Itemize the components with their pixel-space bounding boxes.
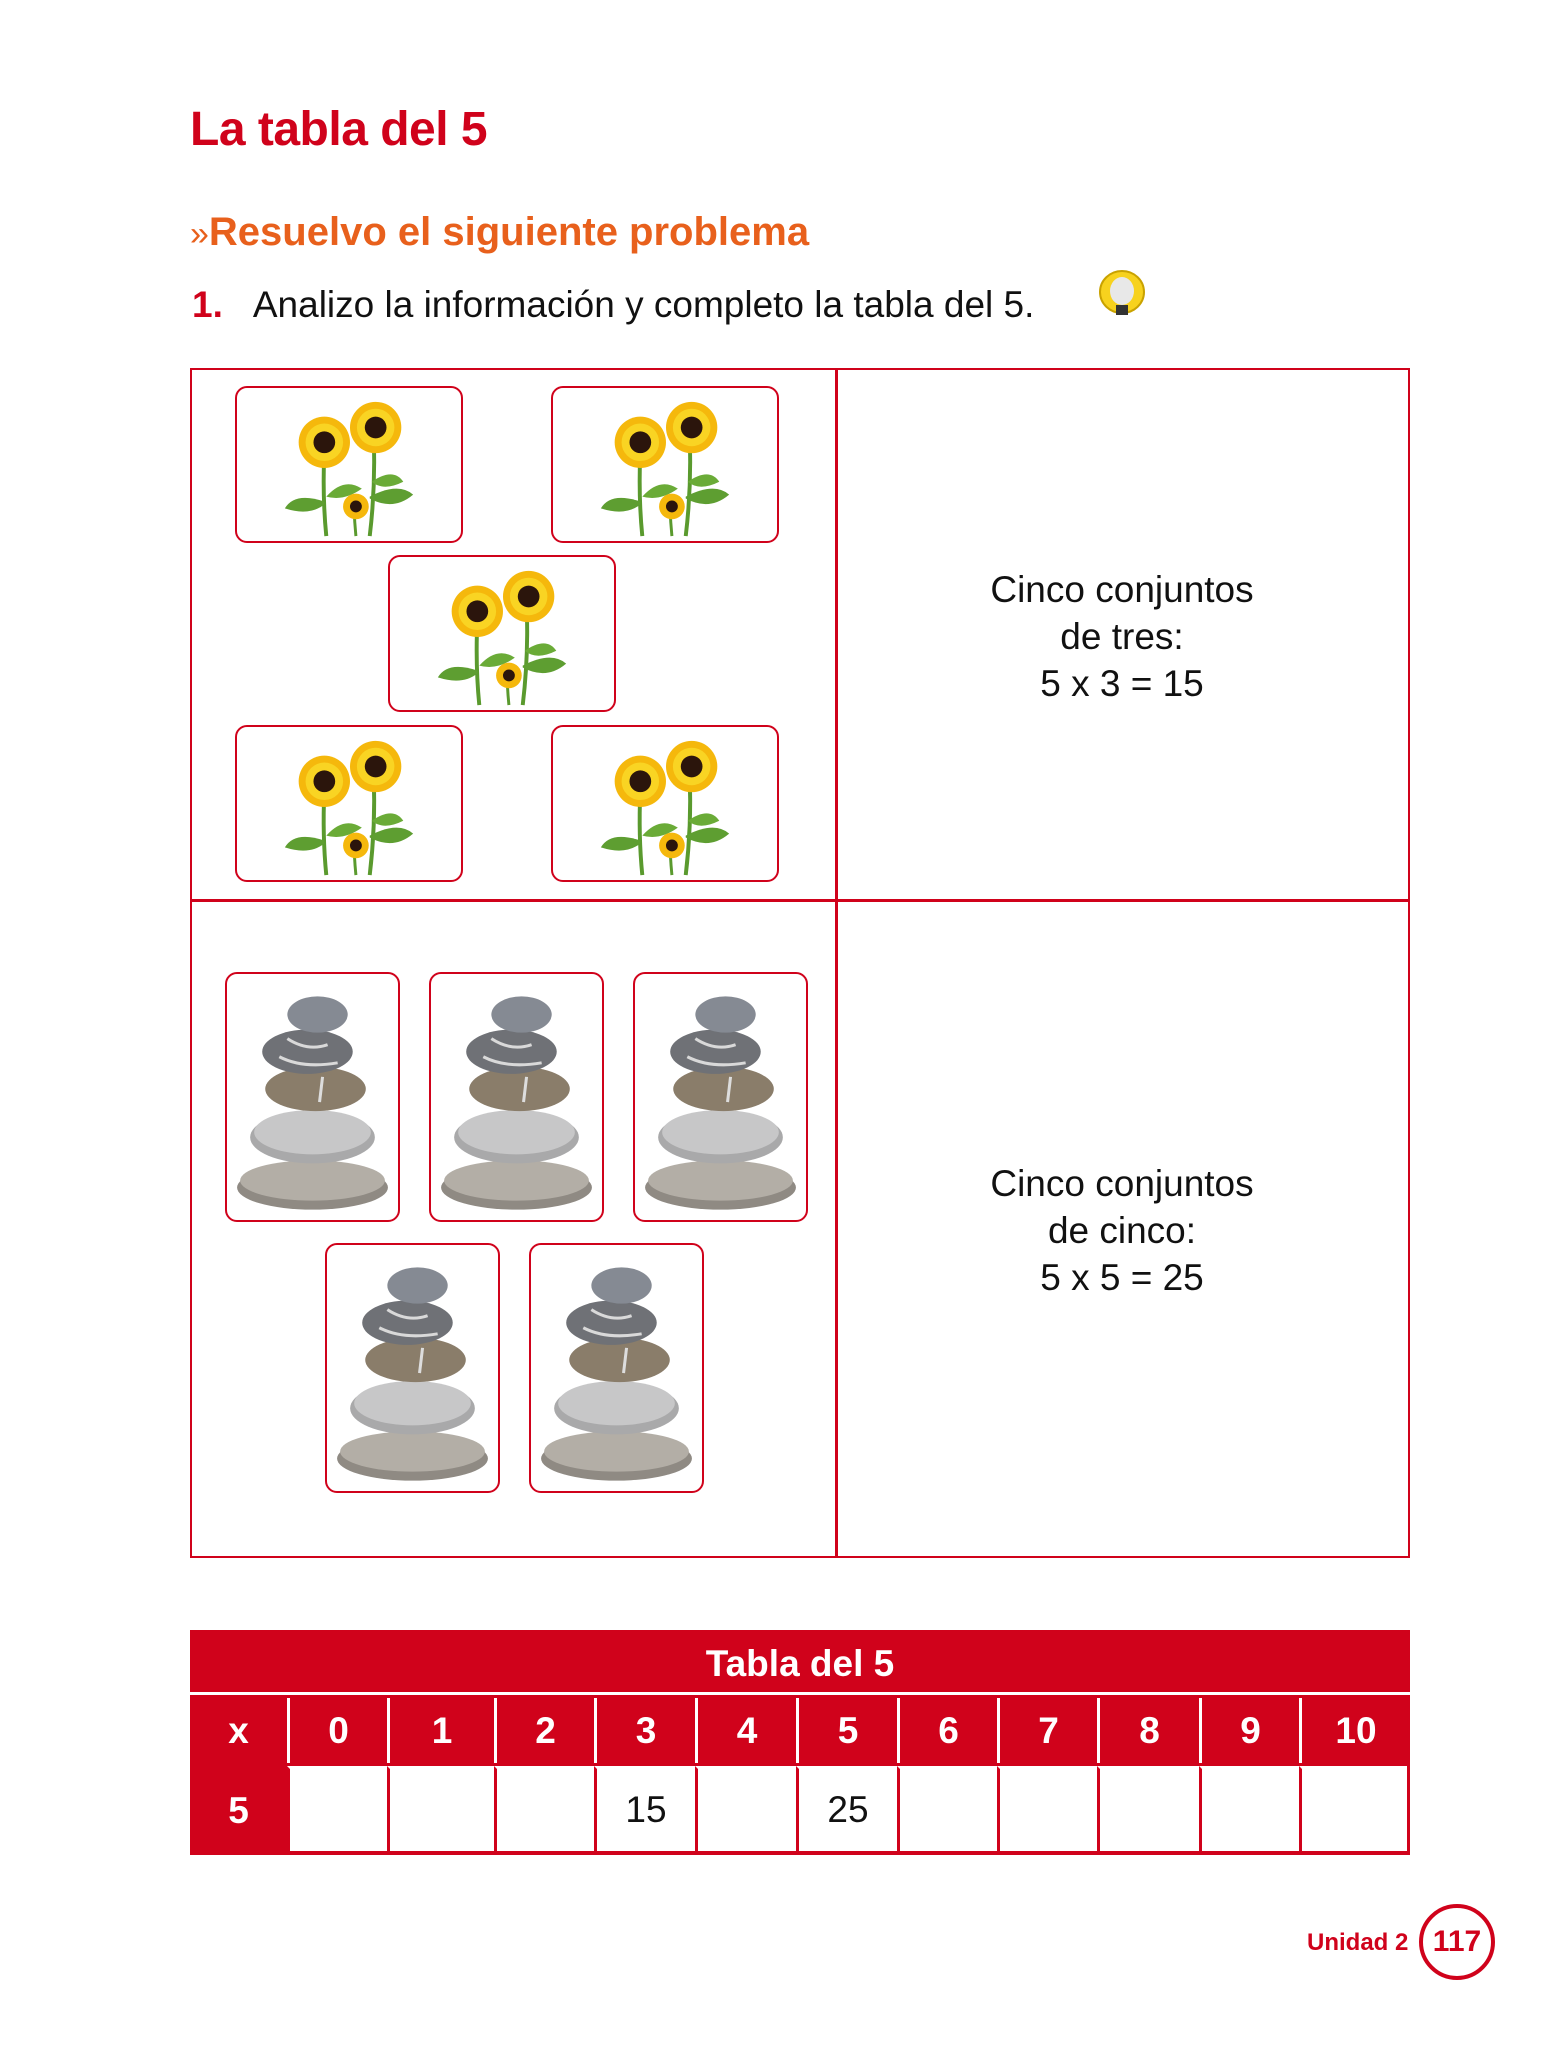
table-corner-x: x [228,1709,249,1751]
table-header-cell: 10 [1299,1698,1410,1763]
grid-divider [835,368,838,1558]
sunflower-card [388,555,616,712]
equation: 5 x 5 = 25 [1040,1257,1204,1298]
table-answer-cell[interactable] [1097,1766,1199,1851]
multiplication-table [190,1630,1410,1855]
table-title: Tabla del 5 [190,1630,1410,1695]
chevron-marker: » [190,215,209,253]
table-header-cell: 7 [997,1698,1097,1763]
description-line: de cinco: [1047,1210,1197,1251]
table-header-cell: 5 [796,1698,897,1763]
sunflower-icon [237,388,461,541]
sunflower-card [235,725,463,882]
table-header-cell: 2 [494,1698,594,1763]
table-header-cell: 9 [1199,1698,1299,1763]
stone-card [325,1243,500,1493]
stone-card [529,1243,704,1493]
table-header-cell: 1 [387,1698,494,1763]
problem-description [872,566,1372,707]
grid-divider [190,899,1410,902]
stone-card [225,972,400,1222]
table-answer-cell[interactable]: 15 [594,1766,695,1851]
table-answer-cell[interactable] [997,1766,1097,1851]
sunflower-card [235,386,463,543]
stones-icon [635,974,806,1220]
stones-icon [431,974,602,1220]
page-title: La tabla del 5 [190,103,488,156]
sunflower-card [551,386,779,543]
page-number: 117 [1419,1904,1495,1980]
stones-icon [227,974,398,1220]
sunflower-icon [390,557,614,710]
instruction-text: Analizo la información y completo la tabla del 5. [252,284,1035,325]
section-heading-text: Resuelvo el siguiente problema [208,210,810,254]
unit-label: Unidad 2 [1307,1929,1409,1956]
sunflower-icon [237,727,461,880]
table-header-cell: 3 [594,1698,695,1763]
table-answer-cell[interactable]: 25 [796,1766,897,1851]
table-answer-cell[interactable] [695,1766,796,1851]
section-heading [190,210,809,255]
table-header-cell: 8 [1097,1698,1199,1763]
table-answer-cell[interactable] [494,1766,594,1851]
stones-icon [327,1245,498,1491]
lightbulb-icon [1098,270,1146,326]
sunflower-card [551,725,779,882]
instruction [192,284,1034,326]
table-answer-cell[interactable] [1299,1766,1407,1851]
sunflower-icon [553,727,777,880]
description-line: Cinco conjuntos [990,1163,1254,1204]
description-line: Cinco conjuntos [990,569,1254,610]
table-header-cell: 6 [897,1698,997,1763]
sunflower-icon [553,388,777,541]
stone-card [429,972,604,1222]
table-answer-cell[interactable] [287,1766,387,1851]
description-line: de tres: [1060,616,1184,657]
table-answer-cell[interactable] [387,1766,494,1851]
table-answer-cell[interactable] [1199,1766,1299,1851]
equation: 5 x 3 = 15 [1040,663,1204,704]
table-header-cell: 0 [287,1698,387,1763]
table-header-cell: 4 [695,1698,796,1763]
stone-card [633,972,808,1222]
instruction-number: 1. [192,284,223,325]
table-row-label: 5 [228,1789,249,1831]
table-answer-cell[interactable] [897,1766,997,1851]
stones-icon [531,1245,702,1491]
problem-description [872,1160,1372,1301]
